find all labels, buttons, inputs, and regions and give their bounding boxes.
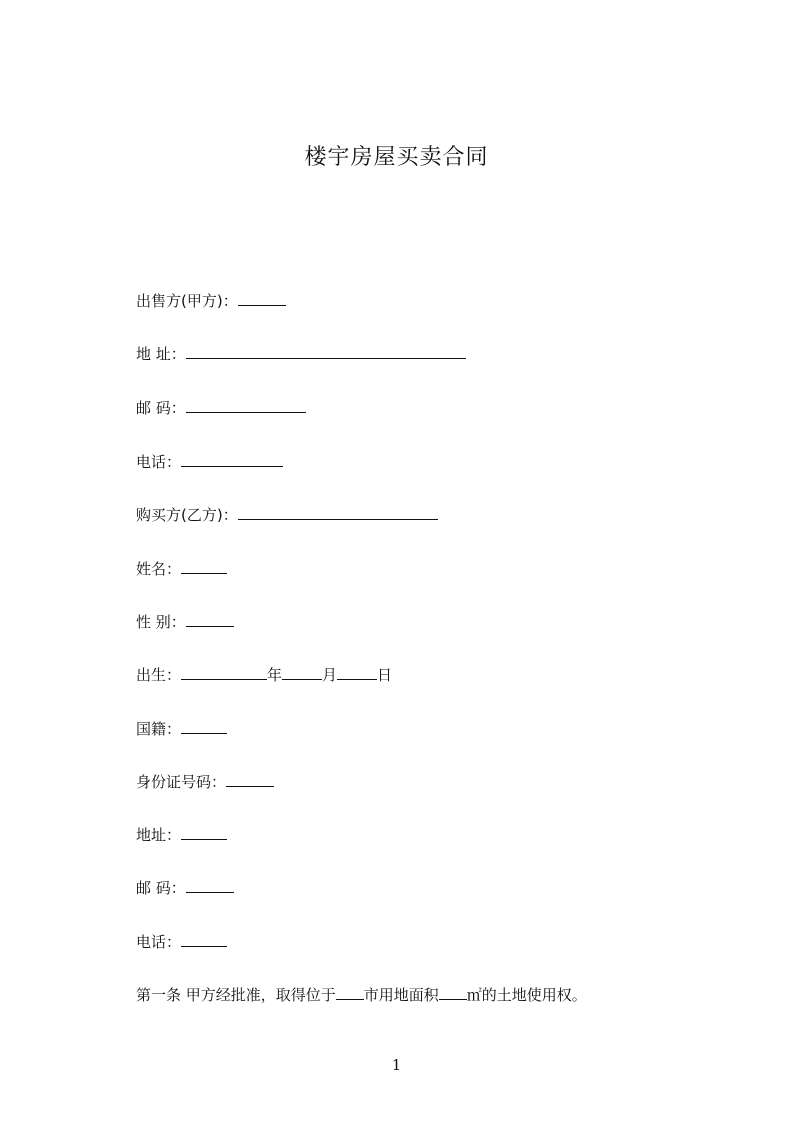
birth-year-label: 年: [267, 666, 283, 684]
article-1-mid: 市用地面积: [363, 986, 439, 1004]
buyer-postcode-label: 邮 码：: [136, 879, 186, 897]
seller-address-label: 地 址：: [136, 345, 186, 363]
seller-blank: [238, 291, 286, 306]
birth-day-label: 日: [377, 666, 393, 684]
buyer-nationality-line: [136, 719, 227, 739]
seller-postcode-blank: [186, 398, 306, 413]
buyer-birth-line: [136, 665, 392, 685]
buyer-name-label: 姓名：: [136, 560, 182, 578]
buyer-nationality-blank: [181, 719, 227, 734]
page-number: 1: [391, 1056, 402, 1074]
buyer-nationality-label: 国籍：: [136, 720, 182, 738]
buyer-name-blank: [181, 559, 227, 574]
seller-phone-label: 电话：: [136, 453, 182, 471]
buyer-gender-label: 性 别：: [136, 613, 186, 631]
article-1-city-blank: [336, 985, 364, 1000]
buyer-id-label: 身份证号码：: [136, 773, 227, 791]
buyer-phone-label: 电话：: [136, 933, 182, 951]
buyer-address-blank: [181, 825, 227, 840]
buyer-gender-line: [136, 612, 234, 632]
article-1-area-blank: [439, 985, 467, 1000]
document-title: 楼宇房屋买卖合同: [304, 145, 489, 170]
buyer-label: 购买方(乙方)：: [136, 506, 238, 524]
seller-address-line: [136, 344, 466, 364]
birth-day-blank: [337, 665, 377, 680]
birth-month-blank: [282, 665, 322, 680]
seller-phone-blank: [181, 452, 283, 467]
birth-month-label: 月: [322, 666, 338, 684]
buyer-postcode-blank: [186, 878, 234, 893]
seller-label: 出售方(甲方)：: [136, 292, 238, 310]
birth-year-blank: [181, 665, 267, 680]
buyer-line: [136, 505, 438, 525]
buyer-address-line: [136, 825, 227, 845]
article-1-prefix: 第一条 甲方经批准，取得位于: [136, 986, 336, 1004]
article-1: [136, 985, 587, 1005]
buyer-name-line: [136, 559, 227, 579]
buyer-phone-line: [136, 932, 227, 952]
seller-address-blank: [186, 344, 466, 359]
seller-postcode-line: [136, 398, 306, 418]
article-1-suffix: ㎡的土地使用权。: [466, 986, 587, 1004]
buyer-birth-label: 出生：: [136, 666, 182, 684]
buyer-blank: [238, 505, 438, 520]
buyer-address-label: 地址：: [136, 826, 182, 844]
buyer-postcode-line: [136, 878, 234, 898]
seller-postcode-label: 邮 码：: [136, 399, 186, 417]
seller-line: [136, 291, 286, 311]
buyer-phone-blank: [181, 932, 227, 947]
buyer-id-blank: [226, 772, 274, 787]
buyer-gender-blank: [186, 612, 234, 627]
buyer-id-line: [136, 772, 274, 792]
seller-phone-line: [136, 452, 283, 472]
